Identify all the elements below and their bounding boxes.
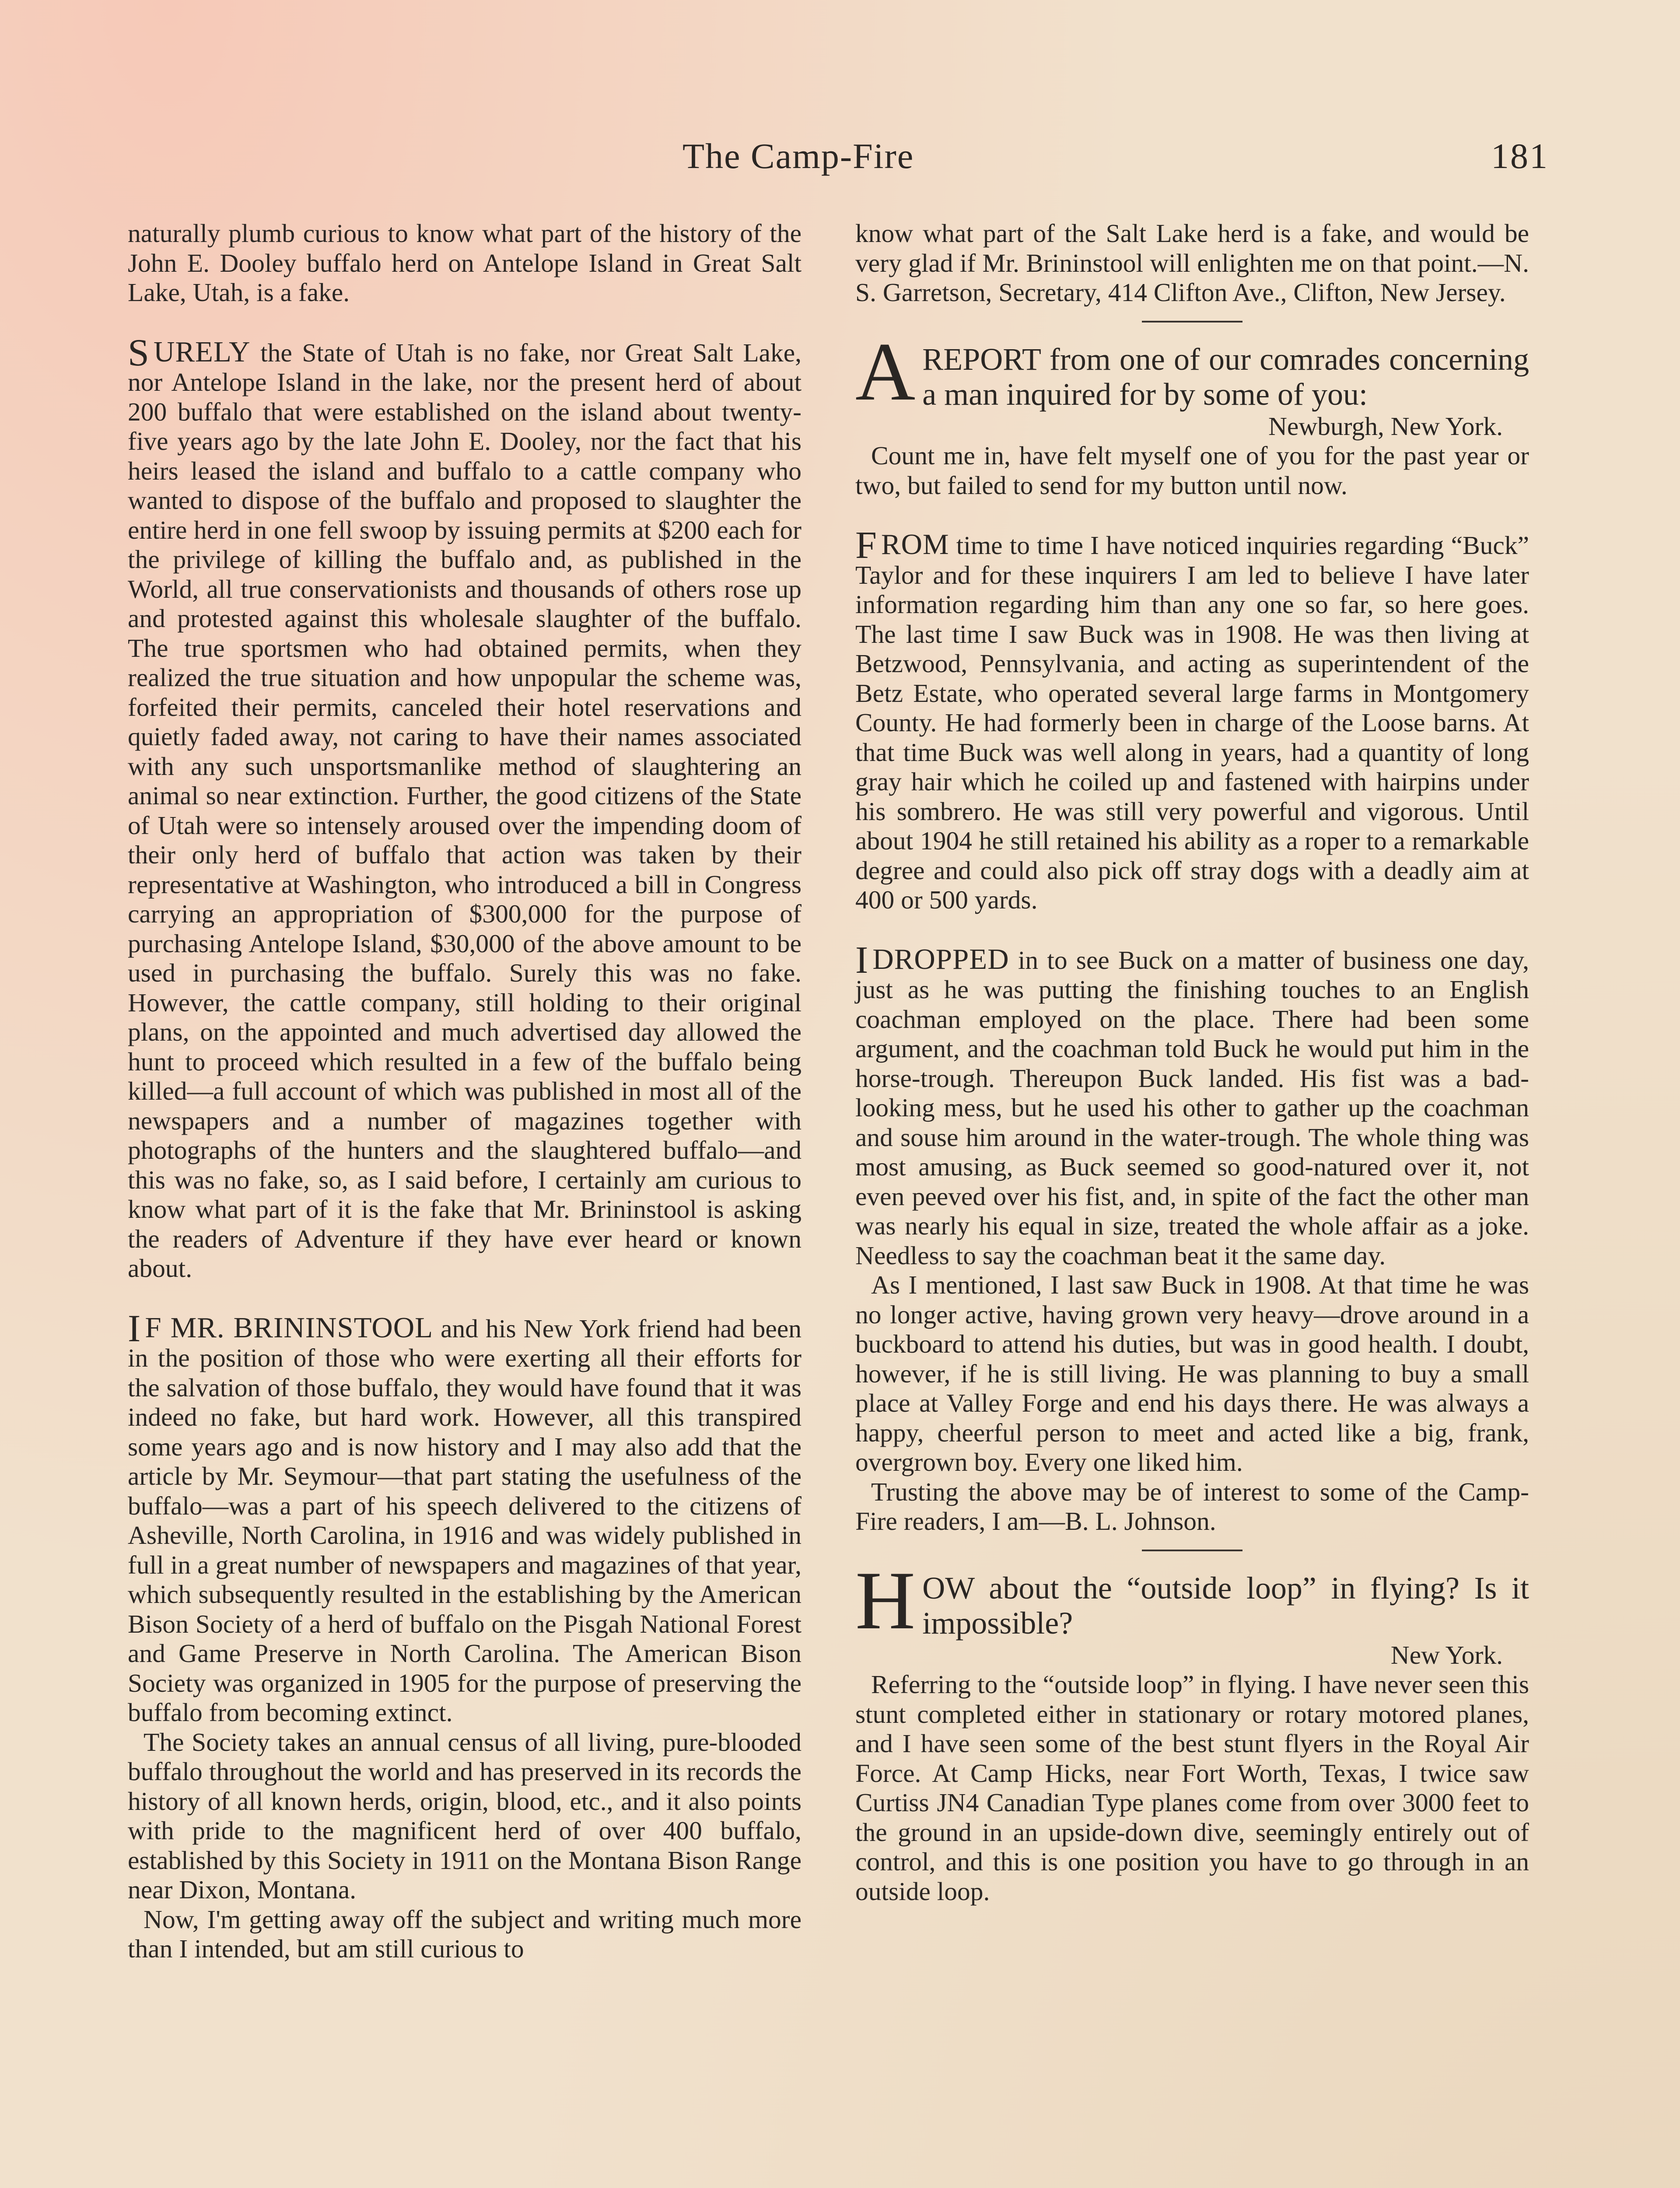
section-divider <box>1142 1550 1242 1551</box>
paragraph: Trusting the above may be of interest to some of the Camp-Fire readers, I am—B. L. Johnson. <box>855 1477 1529 1536</box>
running-title: The Camp-Fire <box>682 136 914 176</box>
section-heading <box>855 1554 1529 1647</box>
paragraph-text: time to time I have noticed inquiries regarding “Buck” Taylor and for these inquirers I am led to believe I have later information regarding him than any one so far, so here goes. The last time I saw Buck was in 1908. He was then living at Betzwood, Pennsylvania, and acting as superintendent of the Betz Estate, who operated several large farms in Montgomery County. He had formerly been in charge of the Loose barns. At that time Buck was well along in years, had a quantity of long gray hair which he coiled up and fastened with hairpins under his sombrero. He was still very powerful and vigorous. Until about 1904 he still retained his ability as a roper to a remarkable degree and could also pick off stray dogs with a deadly aim at 400 or 500 yards. <box>855 531 1529 914</box>
section-heading <box>855 326 1529 418</box>
paragraph: naturally plumb curious to know what part of the history of the John E. Dooley buffalo herd on Antelope Island in Great Salt Lake, Utah, is a fake. <box>128 219 802 307</box>
paragraph-text: in to see Buck on a matter of business one day, just as he was putting the finishing touches to an English coachman employed on the place. There had been some argument, and the coachman told Buck he would put him in the horse-trough. Thereupon Buck landed. His fist was a bad-looking mess, but he used his other to gather up the coachman and souse him around in the water-trough. The whole thing was most amusing, as Buck seemed so good-natured over it, not even peeved over his fist, and, in spite of the fact the other man was nearly his equal in size, treated the whole affair as a joke. Needless to say the coachman beat it the same day. <box>855 945 1529 1270</box>
drop-initial: I <box>128 1307 141 1350</box>
paragraph <box>855 524 1529 915</box>
paragraph-text: and his New York friend had been in the position of those who were exerting all their efforts for the salvation of those buffalo, they would have found that it was indeed no fake, but hard work. However, all this transpired some years ago and is now history and I may also add that the article by Mr. Seymour—that part stating the usefulness of the buffalo—was a part of his speech delivered to the citizens of Asheville, North Carolina, in 1916 and was widely published in full in a great number of newspapers and magazines of that year, which subsequently resulted in the establishing by the American Bison Society of a herd of buffalo on the Pisgah National Forest and Game Preserve in North Carolina. The American Bison Society was organized in 1905 for the purpose of preserving the buffalo from becoming extinct. <box>128 1314 802 1727</box>
section-divider <box>1142 321 1242 323</box>
paragraph <box>128 1307 802 1728</box>
page-number: 181 <box>1491 136 1549 176</box>
paragraph-text: the State of Utah is no fake, nor Great Salt Lake, nor Antelope Island in the lake, nor the present herd of about 200 buffalo that were established on the island about twenty-five years ago by the late John E. Dooley, nor the fact that his heirs leased the island and buffalo to a cattle company who wanted to dispose of the buffalo and proposed to slaughter the entire herd in one fell swoop by issuing permits at $200 each for the privilege of killing the buffalo and, as published in the World, all true conservationists and thousands of others rose up and protested against this wholesale slaughter of the buffalo. The true sportsmen who had obtained permits, when they realized the true situation and how unpopular the scheme was, forfeited their permits, canceled their hotel reservations and quietly faded away, not caring to have their names associated with any such unsportsmanlike method of slaughtering an animal so near extinction. Further, the good citizens of the State of Utah were so intensely aroused over the impending doom of their only herd of buffalo that action was taken by their representative at Washington, who introduced a bill in Congress carrying an appropriation of $300,000 for the purpose of purchasing Antelope Island, $30,000 of the above amount to be used in purchasing the buffalo. Surely this was no fake. However, the cattle company, still holding to their original plans, on the appointed and much advertised day allowed the hunt to proceed which resulted in a few of the buffalo being killed—a full account of which was published in most all of the newspapers and a number of magazines together with photographs of the hunters and the slaughtered buffalo—and this was no fake, so, as I said before, I certainly am curious to know what part of it is the fake that Mr. Brininstool is asking the readers of Adventure if they have ever heard or known about. <box>128 338 802 1283</box>
lead-in: ROM <box>881 528 949 561</box>
lead-in: DROPPED <box>872 943 1009 975</box>
dateline: New York. <box>1390 1640 1503 1669</box>
paragraph <box>855 939 1529 1271</box>
lead-in: F MR. BRININSTOOL <box>145 1311 434 1344</box>
paragraph: Count me in, have felt myself one of you for the past year or two, but failed to send for my button until now. <box>855 441 1529 500</box>
right-column <box>855 219 1529 1906</box>
heading-text: REPORT from one of our comrades concerning a man inquired for by some of you: <box>922 341 1529 412</box>
paragraph: Now, I'm getting away off the subject and writing much more than I intended, but am still curious to <box>128 1904 802 1963</box>
paragraph: Referring to the “outside loop” in flying. I have never seen this stunt completed either in stationary or rotary motored planes, and I have seen some of the best stunt flyers in the Royal Air Force. At Camp Hicks, near Fort Worth, Texas, I twice saw Curtiss JN4 Canadian Type planes come from over 3000 feet to the ground in an upside-down dive, seemingly entirely out of control, and this is one position you have to go through in an outside loop. <box>855 1670 1529 1906</box>
paragraph: The Society takes an annual census of all living, pure-blooded buffalo throughout the world and has preserved in its records the history of all known herds, origin, blood, etc., and it also points with pride to the magnificent herd of over 400 buffalo, established by this Society in 1911 on the Montana Bison Range near Dixon, Montana. <box>128 1727 802 1904</box>
drop-initial: A <box>855 326 916 418</box>
paragraph: know what part of the Salt Lake herd is a fake, and would be very glad if Mr. Brininstool will enlighten me on that point.—N. S. Garretson, Secretary, 414 Clifton Ave., Clifton, New Jersey. <box>855 219 1529 307</box>
paragraph: As I mentioned, I last saw Buck in 1908. At that time he was no longer active, having grown very heavy—drove around in a buckboard to attend his duties, but was in good health. I doubt, however, if he is still living. He was planning to buy a small place at Valley Forge and end his days there. He was always a happy, cheerful person to meet and acted like a big, frank, overgrown boy. Every one liked him. <box>855 1270 1529 1476</box>
drop-initial: I <box>855 939 868 982</box>
heading-text: OW about the “outside loop” in flying? Is it impossible? <box>922 1570 1529 1641</box>
drop-initial: H <box>855 1554 916 1647</box>
lead-in: URELY <box>153 335 251 368</box>
page-header <box>674 131 1549 193</box>
drop-initial: S <box>128 331 149 374</box>
paragraph <box>128 331 802 1283</box>
dateline: Newburgh, New York. <box>1268 411 1503 441</box>
left-column <box>128 219 802 1964</box>
drop-initial: F <box>855 524 877 567</box>
